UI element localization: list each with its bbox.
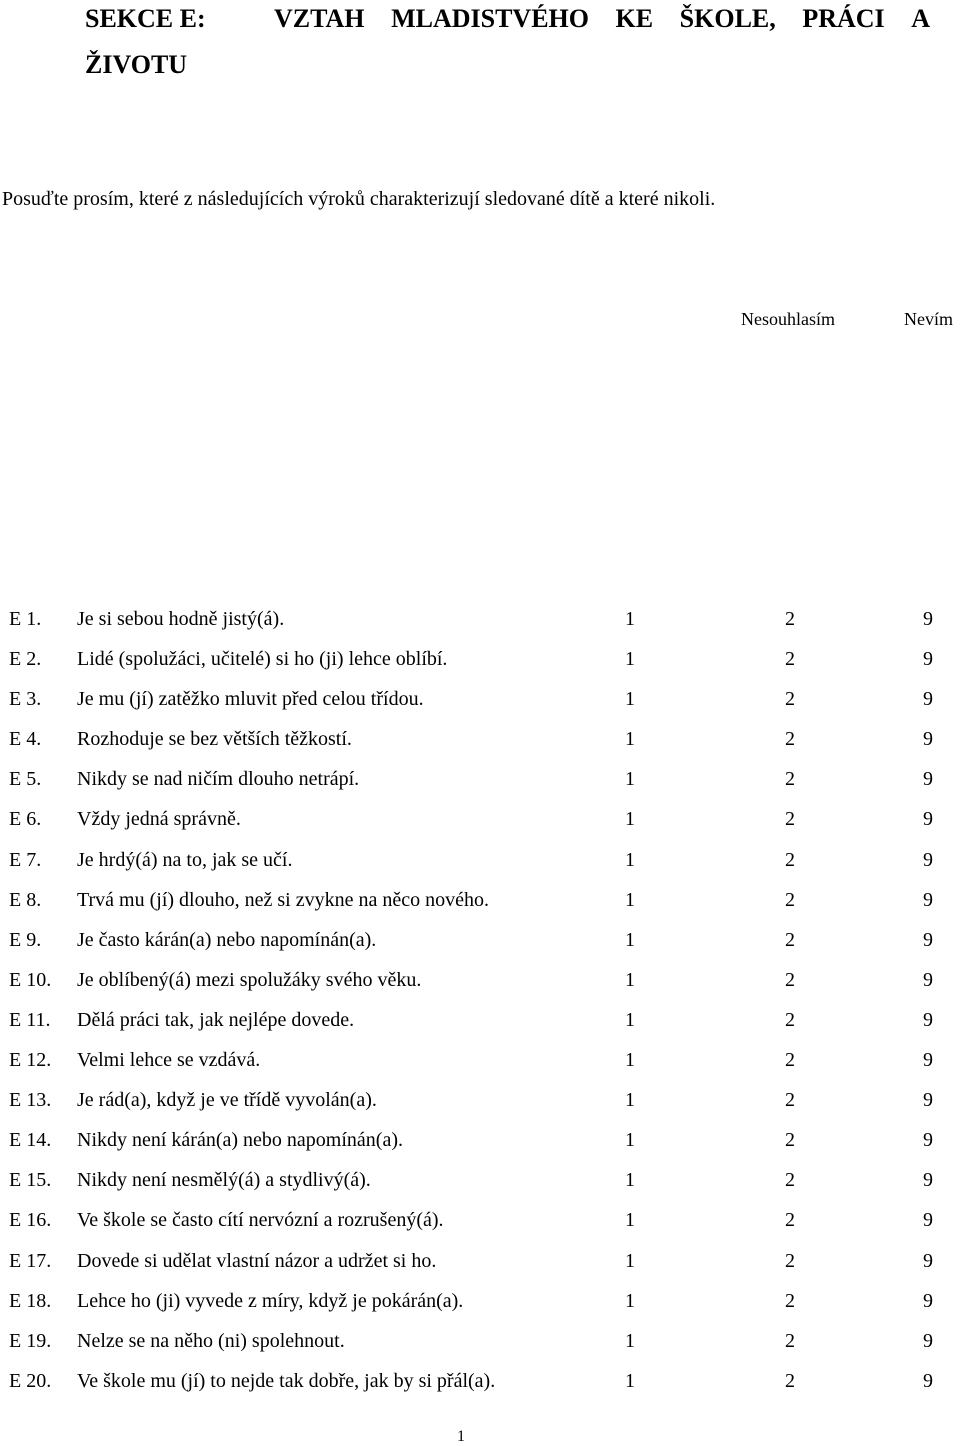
questionnaire-item	[0, 768, 960, 808]
item-code: E 7.	[9, 848, 42, 871]
answer-option-1[interactable]: 1	[625, 608, 635, 630]
answer-option-1[interactable]: 1	[625, 928, 635, 951]
section-label: SEKCE E:	[85, 4, 206, 33]
item-text: Ve škole mu (jí) to nejde tak dobře, jak by si přál(a).	[77, 1369, 496, 1392]
answer-option-1[interactable]: 1	[625, 1329, 635, 1352]
item-code: E 5.	[9, 768, 42, 791]
answer-option-2[interactable]: 2	[785, 1289, 795, 1312]
answer-option-9[interactable]: 9	[923, 1329, 933, 1352]
answer-option-1[interactable]: 1	[625, 1089, 635, 1112]
item-code: E 4.	[9, 728, 42, 751]
item-code: E 8.	[9, 888, 42, 911]
answer-option-2[interactable]: 2	[785, 608, 795, 630]
answer-option-2[interactable]: 2	[785, 1008, 795, 1031]
questionnaire-item	[0, 929, 960, 969]
item-code: E 15.	[9, 1169, 52, 1192]
answer-option-9[interactable]: 9	[923, 928, 933, 951]
item-text: Ve škole se často cítí nervózní a rozrušený(á).	[77, 1209, 444, 1232]
item-text: Dovede si udělat vlastní názor a udržet si ho.	[77, 1249, 437, 1272]
item-text: Lehce ho (ji) vyvede z míry, když je pokárán(a).	[77, 1289, 464, 1312]
answer-option-2[interactable]: 2	[785, 1129, 795, 1152]
item-text: Nikdy není kárán(a) nebo napomínán(a).	[77, 1129, 403, 1152]
item-code: E 3.	[9, 688, 42, 711]
questionnaire-item	[0, 969, 960, 1009]
answer-option-2[interactable]: 2	[785, 808, 795, 831]
answer-option-2[interactable]: 2	[785, 1089, 795, 1112]
answer-option-2[interactable]: 2	[785, 648, 795, 671]
item-text: Rozhoduje se bez větších těžkostí.	[77, 728, 352, 751]
title-word: PRÁCI	[802, 4, 885, 33]
answer-option-9[interactable]: 9	[923, 1049, 933, 1072]
answer-option-2[interactable]: 2	[785, 688, 795, 711]
title-word: MLADISTVÉHO	[391, 4, 589, 33]
answer-option-9[interactable]: 9	[923, 1249, 933, 1272]
questionnaire-item	[0, 849, 960, 889]
item-code: E 10.	[9, 968, 52, 991]
scale-header-disagree: Nesouhlasím	[741, 309, 835, 329]
answer-option-2[interactable]: 2	[785, 768, 795, 791]
section-title-line-2: ŽIVOTU	[85, 50, 188, 79]
answer-option-9[interactable]: 9	[923, 1289, 933, 1312]
item-code: E 11.	[9, 1008, 51, 1031]
answer-option-1[interactable]: 1	[625, 888, 635, 911]
item-code: E 17.	[9, 1249, 52, 1272]
item-text: Trvá mu (jí) dlouho, než si zvykne na něco nového.	[77, 888, 489, 911]
questionnaire-item	[0, 1129, 960, 1169]
questionnaire-items	[0, 608, 960, 1410]
questionnaire-item	[0, 1049, 960, 1089]
item-code: E 12.	[9, 1049, 52, 1072]
item-code: E 2.	[9, 648, 42, 671]
questionnaire-item	[0, 1330, 960, 1370]
answer-option-9[interactable]: 9	[923, 848, 933, 871]
answer-option-9[interactable]: 9	[923, 968, 933, 991]
answer-option-2[interactable]: 2	[785, 1329, 795, 1352]
answer-option-9[interactable]: 9	[923, 768, 933, 791]
section-title-words	[274, 4, 930, 34]
answer-option-9[interactable]: 9	[923, 1008, 933, 1031]
answer-option-9[interactable]: 9	[923, 1089, 933, 1112]
answer-option-2[interactable]: 2	[785, 728, 795, 751]
questionnaire-item	[0, 1290, 960, 1330]
answer-option-2[interactable]: 2	[785, 1209, 795, 1232]
item-text: Velmi lehce se vzdává.	[77, 1049, 261, 1072]
answer-option-1[interactable]: 1	[625, 1008, 635, 1031]
answer-option-9[interactable]: 9	[923, 1169, 933, 1192]
instruction-text: Posuďte prosím, které z následujících výroků charakterizují sledované dítě a které nikoli.	[2, 188, 716, 210]
item-text: Je často kárán(a) nebo napomínán(a).	[77, 928, 377, 951]
answer-option-9[interactable]: 9	[923, 648, 933, 671]
answer-option-1[interactable]: 1	[625, 1129, 635, 1152]
item-code: E 20.	[9, 1369, 52, 1392]
item-text: Je oblíbený(á) mezi spolužáky svého věku.	[77, 968, 422, 991]
answer-option-2[interactable]: 2	[785, 1169, 795, 1192]
page-number: 1	[457, 1428, 465, 1445]
answer-option-1[interactable]: 1	[625, 1209, 635, 1232]
questionnaire-item	[0, 1009, 960, 1049]
answer-option-2[interactable]: 2	[785, 1049, 795, 1072]
answer-option-2[interactable]: 2	[785, 1369, 795, 1392]
questionnaire-item	[0, 688, 960, 728]
title-word: A	[911, 4, 930, 33]
title-word: VZTAH	[274, 4, 365, 33]
answer-option-1[interactable]: 1	[625, 968, 635, 991]
item-text: Nikdy se nad ničím dlouho netrápí.	[77, 768, 360, 791]
answer-option-2[interactable]: 2	[785, 1249, 795, 1272]
item-code: E 19.	[9, 1329, 52, 1352]
item-text: Je si sebou hodně jistý(á).	[77, 608, 285, 630]
answer-option-1[interactable]: 1	[625, 808, 635, 831]
item-text: Nikdy není nesmělý(á) a stydlivý(á).	[77, 1169, 371, 1192]
answer-option-1[interactable]: 1	[625, 688, 635, 711]
item-text: Dělá práci tak, jak nejlépe dovede.	[77, 1008, 355, 1031]
answer-option-9[interactable]: 9	[923, 1369, 933, 1392]
questionnaire-item	[0, 728, 960, 768]
questionnaire-item	[0, 889, 960, 929]
item-text: Vždy jedná správně.	[77, 808, 241, 831]
item-text: Nelze se na něho (ni) spolehnout.	[77, 1329, 345, 1352]
answer-option-1[interactable]: 1	[625, 728, 635, 751]
questionnaire-item	[0, 808, 960, 848]
answer-option-9[interactable]: 9	[923, 888, 933, 911]
item-code: E 14.	[9, 1129, 52, 1152]
questionnaire-item	[0, 1209, 960, 1249]
questionnaire-item	[0, 1169, 960, 1209]
questionnaire-item	[0, 648, 960, 688]
item-text: Je hrdý(á) na to, jak se učí.	[77, 848, 293, 871]
answer-option-2[interactable]: 2	[785, 888, 795, 911]
answer-option-1[interactable]: 1	[625, 1369, 635, 1392]
questionnaire-item	[0, 1089, 960, 1129]
title-word: ŠKOLE,	[679, 4, 776, 33]
questionnaire-item	[0, 1250, 960, 1290]
item-code: E 18.	[9, 1289, 52, 1312]
item-text: Je rád(a), když je ve třídě vyvolán(a).	[77, 1089, 377, 1112]
answer-option-1[interactable]: 1	[625, 648, 635, 671]
item-code: E 16.	[9, 1209, 52, 1232]
answer-option-1[interactable]: 1	[625, 1049, 635, 1072]
answer-option-9[interactable]: 9	[923, 1129, 933, 1152]
answer-option-9[interactable]: 9	[923, 608, 933, 630]
answer-option-2[interactable]: 2	[785, 848, 795, 871]
answer-option-1[interactable]: 1	[625, 848, 635, 871]
item-code: E 1.	[9, 608, 42, 630]
item-code: E 6.	[9, 808, 42, 831]
scale-header-dont-know: Nevím	[904, 309, 953, 329]
item-text: Lidé (spolužáci, učitelé) si ho (ji) lehce oblíbí.	[77, 648, 448, 671]
answer-option-9[interactable]: 9	[923, 808, 933, 831]
questionnaire-item	[0, 1370, 960, 1410]
answer-option-1[interactable]: 1	[625, 1169, 635, 1192]
answer-option-9[interactable]: 9	[923, 728, 933, 751]
answer-option-9[interactable]: 9	[923, 688, 933, 711]
answer-option-2[interactable]: 2	[785, 968, 795, 991]
item-text: Je mu (jí) zatěžko mluvit před celou třídou.	[77, 688, 424, 711]
questionnaire-item	[0, 608, 960, 648]
item-code: E 9.	[9, 928, 42, 951]
item-code: E 13.	[9, 1089, 52, 1112]
title-word: KE	[615, 4, 654, 33]
answer-option-9[interactable]: 9	[923, 1209, 933, 1232]
answer-option-1[interactable]: 1	[625, 1249, 635, 1272]
answer-option-1[interactable]: 1	[625, 1289, 635, 1312]
answer-option-2[interactable]: 2	[785, 928, 795, 951]
answer-option-1[interactable]: 1	[625, 768, 635, 791]
